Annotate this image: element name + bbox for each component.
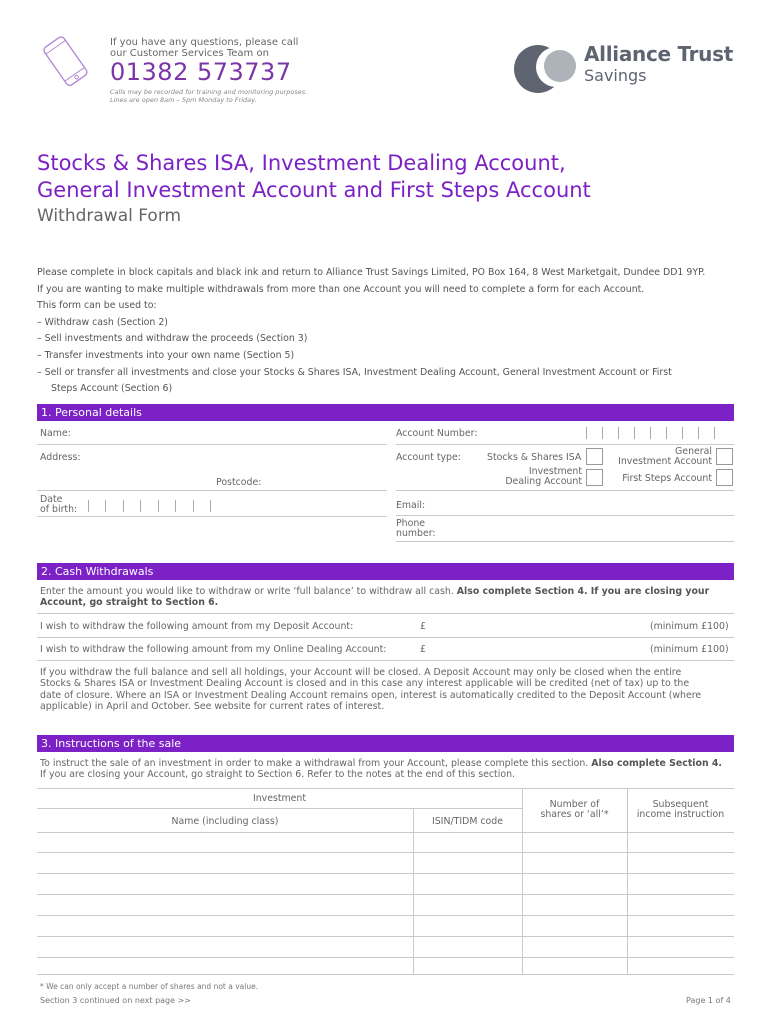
logo-subtitle: Savings [584,66,647,85]
account-type-label: Account type: [396,452,461,463]
section-3-instructions: To instruct the sale of an investment in order to make a withdrawal from your Account, please complete this section. Also complete Section 4. If you are closing your Account, go straight to Section 6. Refer to the notes at the end of this section. [40,758,722,781]
option-gia-label: General Investment Account [618,446,712,467]
list-item: – Transfer investments into your own name (Section 5) [37,349,295,361]
intro-text: Please complete in block capitals and black ink and return to Alliance Trust Savings Limited, PO Box 164, 8 West Marketgait, Dundee DD1 9YP. If you are wanting to make multiple withdrawals from more than one Account you will need to complete a form for each Account. This form can be used to: – Withdraw cash (Section 2) – Sell investments and withdraw the proceeds (Section 3) – Transfer investments into your own name (Section 5) – Sell or transfer all investments and close your Stocks & Shares ISA, Investment Dealing Account, General Investment Account or First Steps Account (Section 6) [37,265,737,398]
phone-number: 01382 573737 [110,58,292,86]
divider [396,515,734,516]
fsa-checkbox[interactable] [716,469,733,486]
phone-label: Phone number: [396,518,436,539]
table-row[interactable] [37,957,734,958]
column-header-investment: Investment [252,793,307,804]
isa-checkbox[interactable] [586,448,603,465]
name-label: Name: [40,428,71,439]
table-row[interactable] [37,915,734,916]
option-fsa-label: First Steps Account [622,473,712,484]
column-header-shares: Number of shares or ‘all’* [540,799,609,820]
table-row[interactable] [37,894,734,895]
list-item-continued: Steps Account (Section 6) [51,383,173,395]
minimum-note: (minimum £100) [650,644,729,655]
form-title: Stocks & Shares ISA, Investment Dealing Account, General Investment Account and First Steps Account [37,151,591,202]
logo-name: Alliance Trust [584,42,733,66]
divider [37,444,387,445]
account-number-field[interactable] [586,427,730,439]
section-2-notes: If you withdraw the full balance and sell all holdings, your Account will be closed. A Deposit Account may only be closed when the entire Stocks & Shares ISA or Investment Dealing Account is closed and in this case any interest applicable will be credited (net of tax) up to the date of closure. Where an ISA or Investment Dealing Account remains open, interest is automatically credited to the Deposit Account (where applicable) in April and October. See website for current rates of interest. [40,667,702,713]
table-row[interactable] [37,974,734,975]
divider [37,516,387,517]
section-2-instructions: Enter the amount you would like to withdraw or write ‘full balance’ to withdraw all cash. Also complete Section 4. If you are closing your Account, go straight to Section 6. [40,586,710,609]
column-header-income: Subsequent income instruction [636,799,725,820]
column-header-isin: ISIN/TIDM code [431,816,504,827]
postcode-label: Postcode: [216,477,262,488]
page-number: Page 1 of 4 [686,996,731,1005]
sale-table [37,788,734,975]
currency-symbol: £ [420,644,426,655]
form-subtitle: Withdrawal Form [37,206,182,226]
call-note: Calls may be recorded for training and monitoring purposes. Lines are open 8am – 5pm Monday to Friday. [110,88,308,104]
table-row[interactable] [37,936,734,937]
section-3-heading: 3. Instructions of the sale [37,735,734,752]
minimum-note: (minimum £100) [650,621,729,632]
column-header-name: Name (including class) [171,816,279,827]
ida-checkbox[interactable] [586,469,603,486]
online-amount-field[interactable] [37,660,734,661]
account-number-label: Account Number: [396,428,478,439]
section-2-heading: 2. Cash Withdrawals [37,563,734,580]
online-withdraw-label: I wish to withdraw the following amount from my Online Dealing Account: [40,644,387,655]
dob-field[interactable] [88,500,211,512]
page-header [0,0,770,140]
currency-symbol: £ [420,621,426,632]
dob-label: Date of birth: [40,494,78,515]
deposit-amount-field[interactable] [37,637,734,638]
email-label: Email: [396,500,426,511]
divider [396,541,734,542]
continued-note: Section 3 continued on next page >> [40,996,192,1005]
divider [396,490,734,491]
table-row[interactable] [37,852,734,853]
mobile-phone-icon [36,32,96,92]
divider [396,444,734,445]
list-item: – Sell or transfer all investments and close your Stocks & Shares ISA, Investment Dealing Account, General Investment Account or First [37,366,672,378]
deposit-withdraw-label: I wish to withdraw the following amount from my Deposit Account: [40,621,354,632]
option-isa-label: Stocks & Shares ISA [487,452,582,463]
section-1-heading: 1. Personal details [37,404,734,421]
alliance-trust-logo-icon [512,40,580,98]
gia-checkbox[interactable] [716,448,733,465]
divider [37,613,734,614]
list-item: – Sell investments and withdraw the proceeds (Section 3) [37,333,308,345]
table-row[interactable] [37,873,734,874]
footnote: * We can only accept a number of shares and not a value. [40,982,259,991]
divider [37,490,387,491]
help-text: If you have any questions, please call our Customer Services Team on [110,37,299,59]
address-label: Address: [40,452,81,463]
list-item: – Withdraw cash (Section 2) [37,316,168,328]
option-ida-label: Investment Dealing Account [505,466,582,487]
